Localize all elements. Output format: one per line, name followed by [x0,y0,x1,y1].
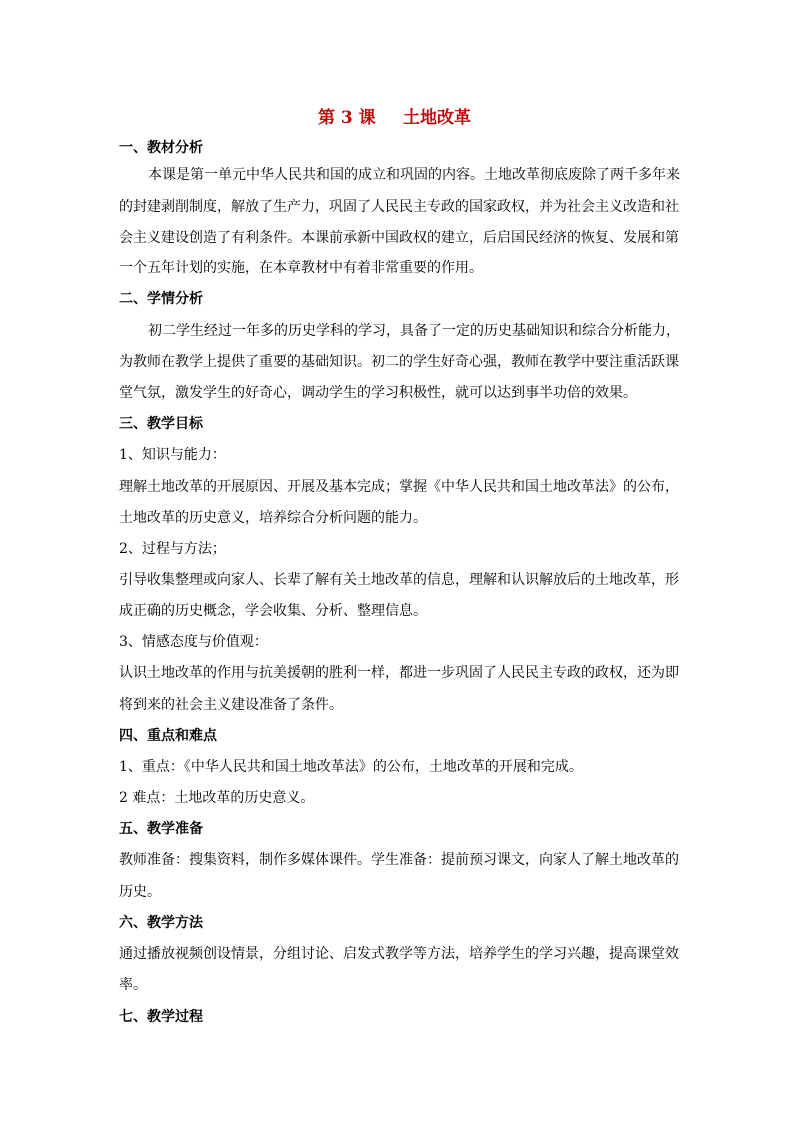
lesson-number: 第 3 课 [318,108,376,128]
section-heading: 二、学情分析 [119,291,203,307]
paragraph-line: 2 难点：土地改革的历史意义。 [119,790,315,806]
paragraph-line: 通过播放视频创设情景，分组讨论、启发式教学等方法，培养学生的学习兴趣，提高课堂效 [119,946,679,962]
section-heading: 四、重点和难点 [119,728,217,744]
paragraph-line: 认识土地改革的作用与抗美援朝的胜利一样，都进一步巩固了人民民主专政的政权，还为即 [119,665,679,681]
paragraph-line: 率。 [119,977,147,993]
paragraph-line: 一个五年计划的实施，在本章教材中有着非常重要的作用。 [119,260,483,276]
paragraph-line: 为教师在教学上提供了重要的基础知识。初二的学生好奇心强，教师在教学中要注重活跃课 [119,354,679,370]
paragraph-line: 教师准备：搜集资料，制作多媒体课件。学生准备：提前预习课文，向家人了解土地改革的 [119,852,679,868]
paragraph-line: 堂气氛，激发学生的好奇心，调动学生的学习积极性，就可以达到事半功倍的效果。 [119,385,637,401]
section-heading: 五、教学准备 [119,821,203,837]
paragraph-line: 理解土地改革的开展原因、开展及基本完成；掌握《中华人民共和国土地改革法》的公布， [119,479,679,495]
paragraph-line: 土地改革的历史意义，培养综合分析问题的能力。 [119,510,427,526]
paragraph-line: 成正确的历史概念，学会收集、分析、整理信息。 [119,603,427,619]
section-heading: 七、教学过程 [119,1009,203,1025]
paragraph-line: 将到来的社会主义建设准备了条件。 [119,697,343,713]
paragraph-line: 会主义建设创造了有利条件。本课前承新中国政权的建立，后启国民经济的恢复、发展和第 [119,230,679,246]
paragraph-line: 历史。 [119,884,161,900]
lesson-name: 土地改革 [403,108,471,128]
paragraph-line: 的封建剥削制度，解放了生产力，巩固了人民民主专政的国家政权，并为社会主义改造和社 [119,199,679,215]
subheading-line: 1、知识与能力： [119,447,226,463]
subheading-line: 2、过程与方法； [119,541,226,557]
paragraph-line: 初二学生经过一年多的历史学科的学习，具备了一定的历史基础知识和综合分析能力， [148,323,680,339]
paragraph-line: 引导收集整理或向家人、长辈了解有关土地改革的信息，理解和认识解放后的土地改革，形 [119,572,679,588]
paragraph-line: 1、重点：《中华人民共和国土地改革法》的公布，土地改革的开展和完成。 [119,759,583,775]
section-heading: 一、教材分析 [119,140,203,156]
paragraph-line: 本课是第一单元中华人民共和国的成立和巩固的内容。土地改革彻底废除了两千多年来 [148,167,680,183]
section-heading: 六、教学方法 [119,915,203,931]
page-title [0,106,794,130]
subheading-line: 3、情感态度与价值观： [119,634,268,650]
section-heading: 三、教学目标 [119,416,203,432]
